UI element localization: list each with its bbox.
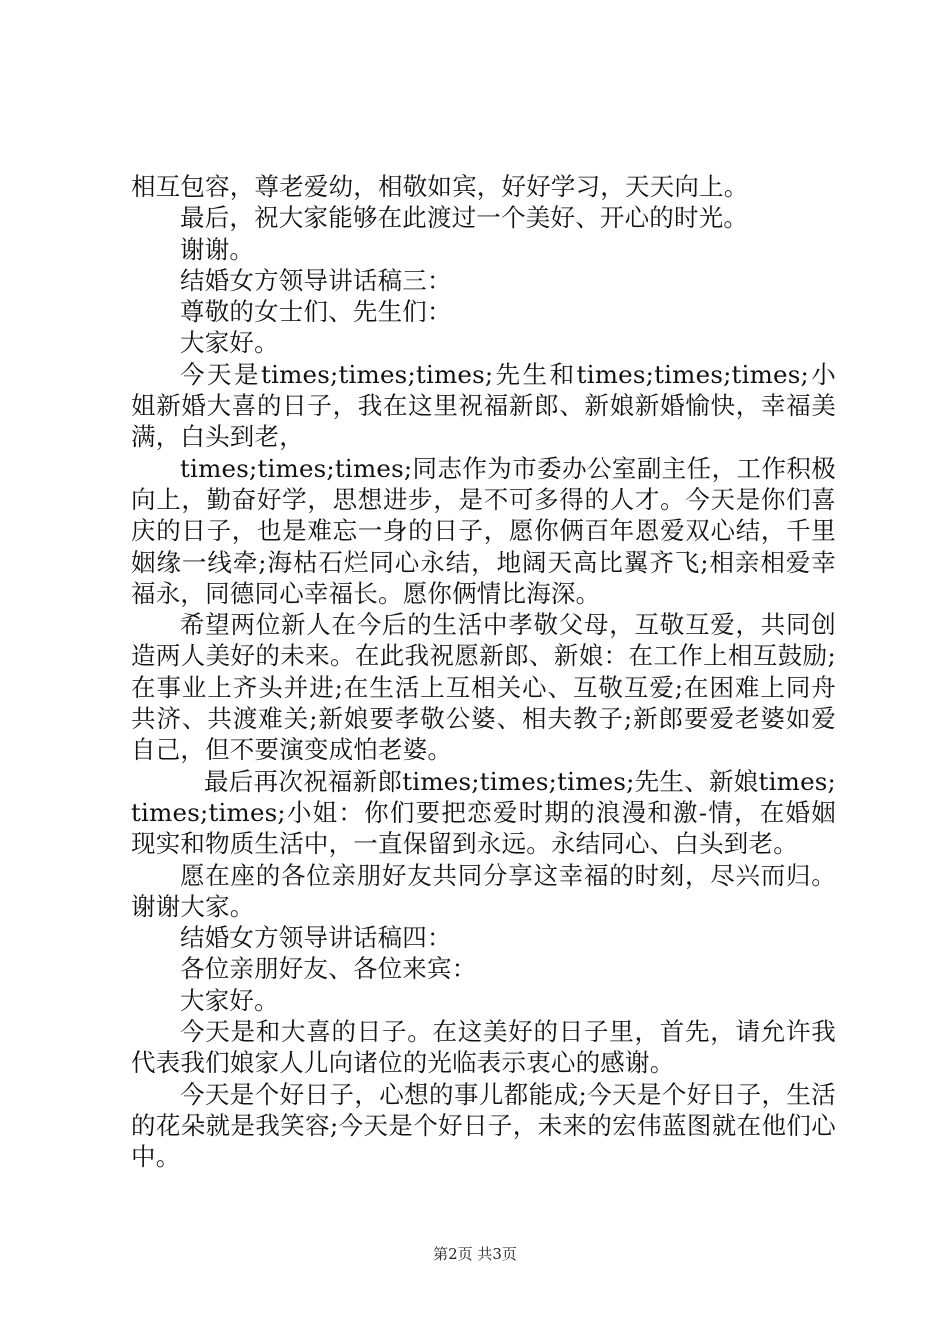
paragraph: 今天是和大喜的日子。在这美好的日子里，首先，请允许我代表我们娘家人儿向诸位的光临表示衷心的感谢。 [131,1017,836,1078]
salutation: 各位亲朋好友、各位来宾： [180,954,477,984]
paragraph: 今天是times;times;times;先生和times;times;times;小姐新婚大喜的日子，我在这里祝福新郎、新娘新婚愉快，幸福美满，白头到老， [131,359,836,452]
paragraph: 最后，祝大家能够在此渡过一个美好、开心的时光。 [180,203,749,233]
section-heading: 结婚女方领导讲话稿三： [180,265,452,295]
greeting: 大家好。 [180,985,279,1015]
greeting: 大家好。 [180,328,279,358]
paragraph: 愿在座的各位亲朋好友共同分享这幸福的时刻，尽兴而归。谢谢大家。 [131,860,836,921]
paragraph: 相互包容，尊老爱幼，相敬如宾，好好学习，天天向上。 [131,172,749,201]
document-body [131,171,836,1173]
paragraph: times;times;times;同志作为市委办公室副主任，工作积极向上，勤奋好学，思想进步，是不可多得的人才。今天是你们喜庆的日子，也是难忘一身的日子，愿你俩百年恩爱双心结，千里姻缘一线牵;海枯石烂同心永结，地阔天高比翼齐飞;相亲相爱幸福永，同德同心幸福长。愿你俩情比海深。 [131,453,836,608]
paragraph: 谢谢。 [180,234,255,264]
paragraph: 希望两位新人在今后的生活中孝敬父母，互敬互爱，共同创造两人美好的未来。在此我祝愿新郎、新娘：在工作上相互鼓励;在事业上齐头并进;在生活上互相关心、互敬互爱;在困难上同舟共济、共渡难关;新娘要孝敬公婆、相夫教子;新郎要爱老婆如爱自己，但不要演变成怕老婆。 [131,610,836,765]
section-heading: 结婚女方领导讲话稿四： [180,923,452,953]
paragraph: 今天是个好日子，心想的事儿都能成;今天是个好日子，生活的花朵就是我笑容;今天是个好日子，未来的宏伟蓝图就在他们心中。 [131,1079,836,1172]
paragraph: 最后再次祝福新郎times;times;times;先生、新娘times;times;times;小姐：你们要把恋爱时期的浪漫和激-情，在婚姻现实和物质生活中，一直保留到永远。永结同心、白头到老。 [131,766,836,859]
page-number: 第2页 共3页 [433,1245,517,1263]
salutation: 尊敬的女士们、先生们： [180,297,452,327]
